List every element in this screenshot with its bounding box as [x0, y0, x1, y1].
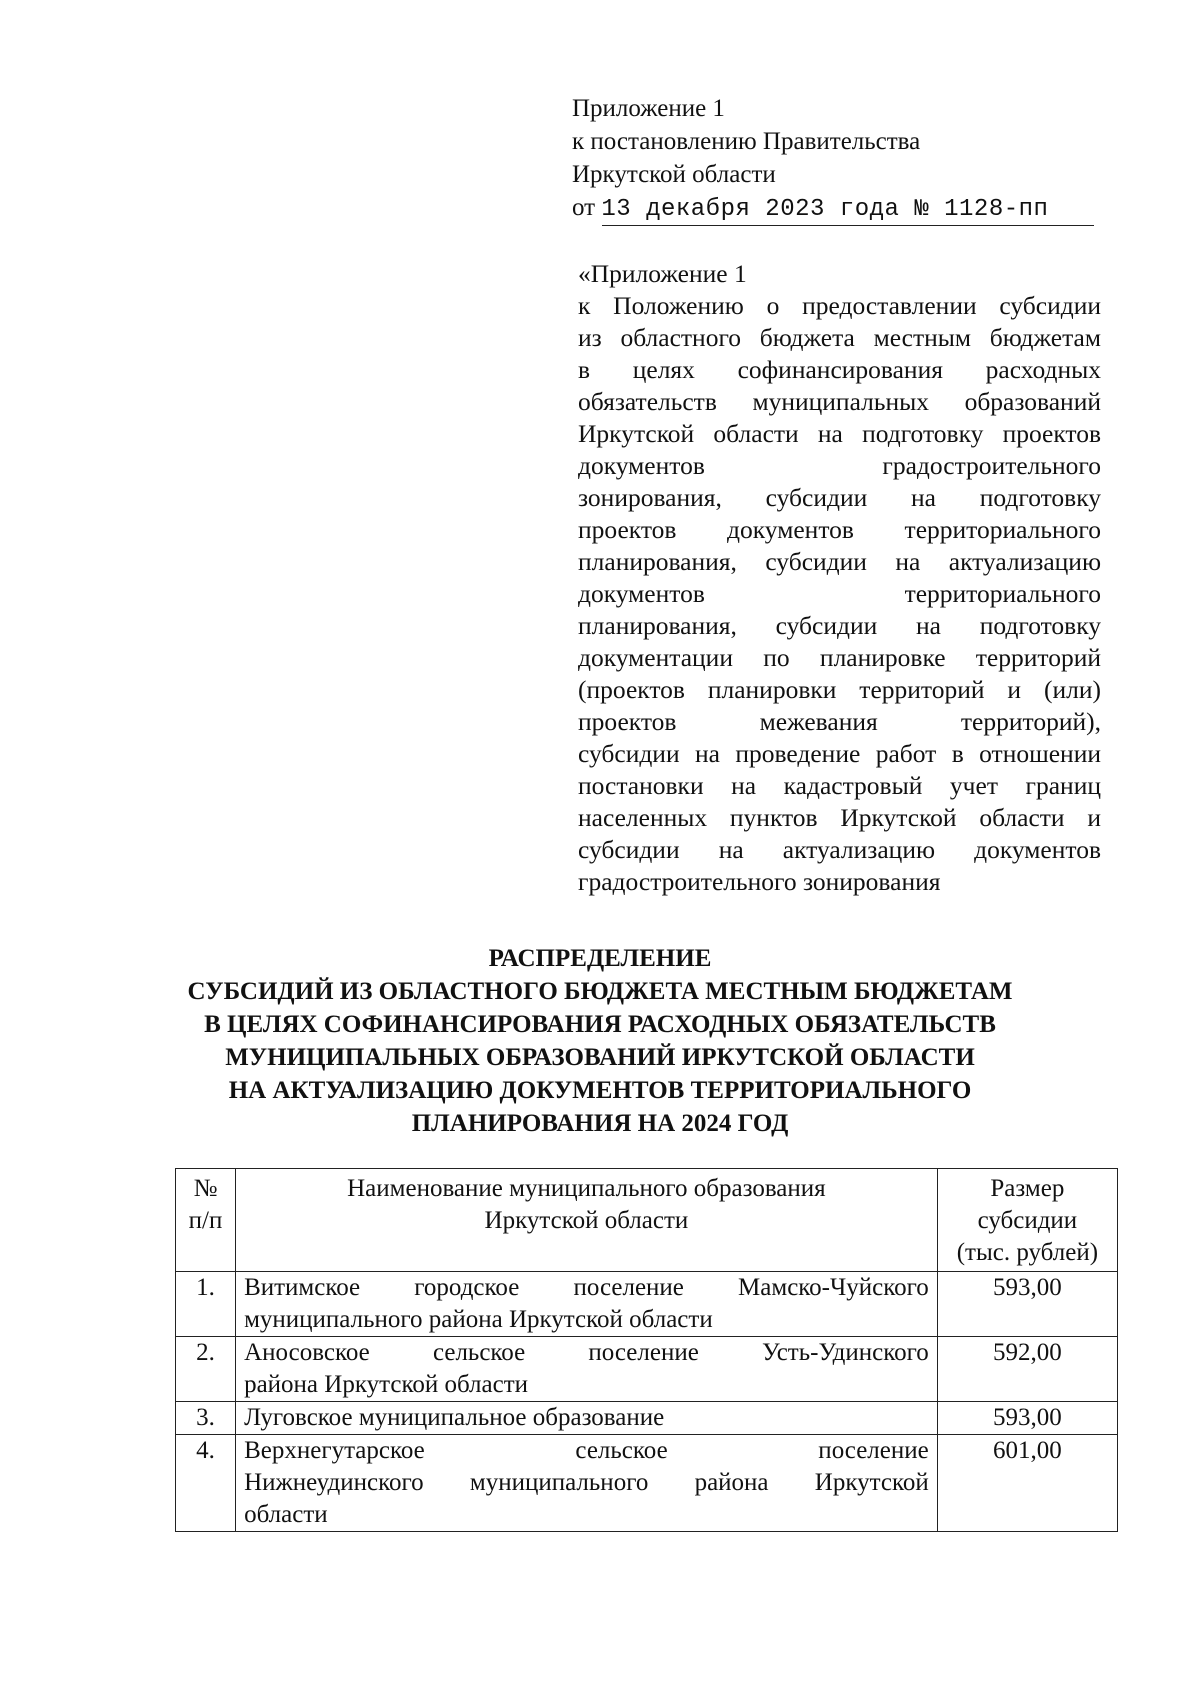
date-underline: [602, 225, 1094, 226]
document-title: [130, 942, 1070, 1140]
regulation-line: проектов документов территориального: [578, 515, 1101, 544]
title-line: МУНИЦИПАЛЬНЫХ ОБРАЗОВАНИЙ ИРКУТСКОЙ ОБЛАСТИ: [225, 1044, 975, 1071]
row-name: [236, 1435, 938, 1532]
regulation-line: градостроительного зонирования: [578, 867, 941, 896]
appendix-title: Приложение 1: [572, 95, 725, 122]
row-amount: 601,00: [937, 1435, 1117, 1532]
header-name-line: Иркутской области: [484, 1207, 689, 1234]
title-line: РАСПРЕДЕЛЕНИЕ: [488, 945, 712, 972]
row-amount: 593,00: [937, 1272, 1117, 1337]
title-line: ПЛАНИРОВАНИЯ НА 2024 ГОД: [411, 1110, 789, 1137]
regulation-line: планирования, субсидии на актуализацию: [578, 547, 1101, 576]
row-name: [236, 1337, 938, 1402]
appendix-decree-ref: к постановлению Правительства: [572, 128, 921, 155]
row-number: 3.: [176, 1402, 236, 1435]
date-prefix: от: [572, 194, 596, 221]
regulation-line: проектов межевания территорий),: [578, 707, 1101, 736]
row-name: [236, 1402, 938, 1435]
regulation-line: субсидии на проведение работ в отношении: [578, 739, 1101, 768]
regulation-line: из областного бюджета местным бюджетам: [578, 323, 1101, 352]
regulation-line: планирования, субсидии на подготовку: [578, 611, 1101, 640]
row-number: 1.: [176, 1272, 236, 1337]
row-name: [236, 1272, 938, 1337]
table-header-row: [176, 1169, 1118, 1272]
row-name-line: района Иркутской области: [244, 1371, 529, 1398]
regulation-line: «Приложение 1: [578, 259, 747, 288]
header-name: [236, 1169, 938, 1272]
regulation-line: документации по планировке территорий: [578, 643, 1101, 672]
row-name-line: Луговское муниципальное образование: [244, 1404, 665, 1431]
row-name-line: Витимское городское поселение Мамско-Чуйского: [244, 1274, 929, 1301]
row-number: 2.: [176, 1337, 236, 1402]
appendix-header: [572, 92, 1092, 226]
title-line: НА АКТУАЛИЗАЦИЮ ДОКУМЕНТОВ ТЕРРИТОРИАЛЬНОГО: [228, 1077, 972, 1104]
row-name-line: муниципального района Иркутской области: [244, 1306, 713, 1333]
appendix-region: Иркутской области: [572, 161, 776, 188]
regulation-line: (проектов планировки территорий и (или): [578, 675, 1101, 704]
row-name-line: Нижнеудинского муниципального района Иркутской: [244, 1469, 929, 1496]
header-amount-line: субсидии: [977, 1207, 1078, 1234]
regulation-line: обязательств муниципальных образований: [578, 387, 1101, 416]
row-number: 4.: [176, 1435, 236, 1532]
regulation-line: населенных пунктов Иркутской области и: [578, 803, 1101, 832]
regulation-line: постановки на кадастровый учет границ: [578, 771, 1101, 800]
table-row: [176, 1435, 1118, 1532]
regulation-line: документов территориального: [578, 579, 1101, 608]
row-name-line: Аносовское сельское поселение Усть-Удинского: [244, 1339, 929, 1366]
regulation-line: зонирования, субсидии на подготовку: [578, 483, 1101, 512]
table-row: [176, 1402, 1118, 1435]
header-number-line: п/п: [188, 1207, 223, 1234]
header-amount: [937, 1169, 1117, 1272]
header-amount-line: (тыс. рублей): [956, 1239, 1099, 1266]
regulation-line: субсидии на актуализацию документов: [578, 835, 1101, 864]
table-row: [176, 1337, 1118, 1402]
header-number-line: №: [193, 1175, 218, 1202]
header-number: [176, 1169, 236, 1272]
header-amount-line: Размер: [990, 1175, 1065, 1202]
row-name-line: Верхнегутарское сельское поселение: [244, 1437, 929, 1464]
decree-date-number: 13 декабря 2023 года № 1128-пп: [601, 196, 1049, 223]
row-amount: 592,00: [937, 1337, 1117, 1402]
appendix-date-line: [572, 191, 1094, 226]
regulation-reference: [578, 258, 1101, 898]
header-name-line: Наименование муниципального образования: [347, 1175, 826, 1202]
title-line: В ЦЕЛЯХ СОФИНАНСИРОВАНИЯ РАСХОДНЫХ ОБЯЗАТЕЛЬСТВ: [204, 1011, 996, 1038]
table-row: [176, 1272, 1118, 1337]
regulation-line: к Положению о предоставлении субсидии: [578, 291, 1101, 320]
distribution-table: [175, 1168, 1118, 1532]
row-amount: 593,00: [937, 1402, 1117, 1435]
regulation-line: в целях софинансирования расходных: [578, 355, 1101, 384]
regulation-line: документов градостроительного: [578, 451, 1101, 480]
row-name-line: области: [244, 1501, 328, 1528]
title-line: СУБСИДИЙ ИЗ ОБЛАСТНОГО БЮДЖЕТА МЕСТНЫМ БЮДЖЕТАМ: [187, 978, 1013, 1005]
regulation-line: Иркутской области на подготовку проектов: [578, 419, 1101, 448]
